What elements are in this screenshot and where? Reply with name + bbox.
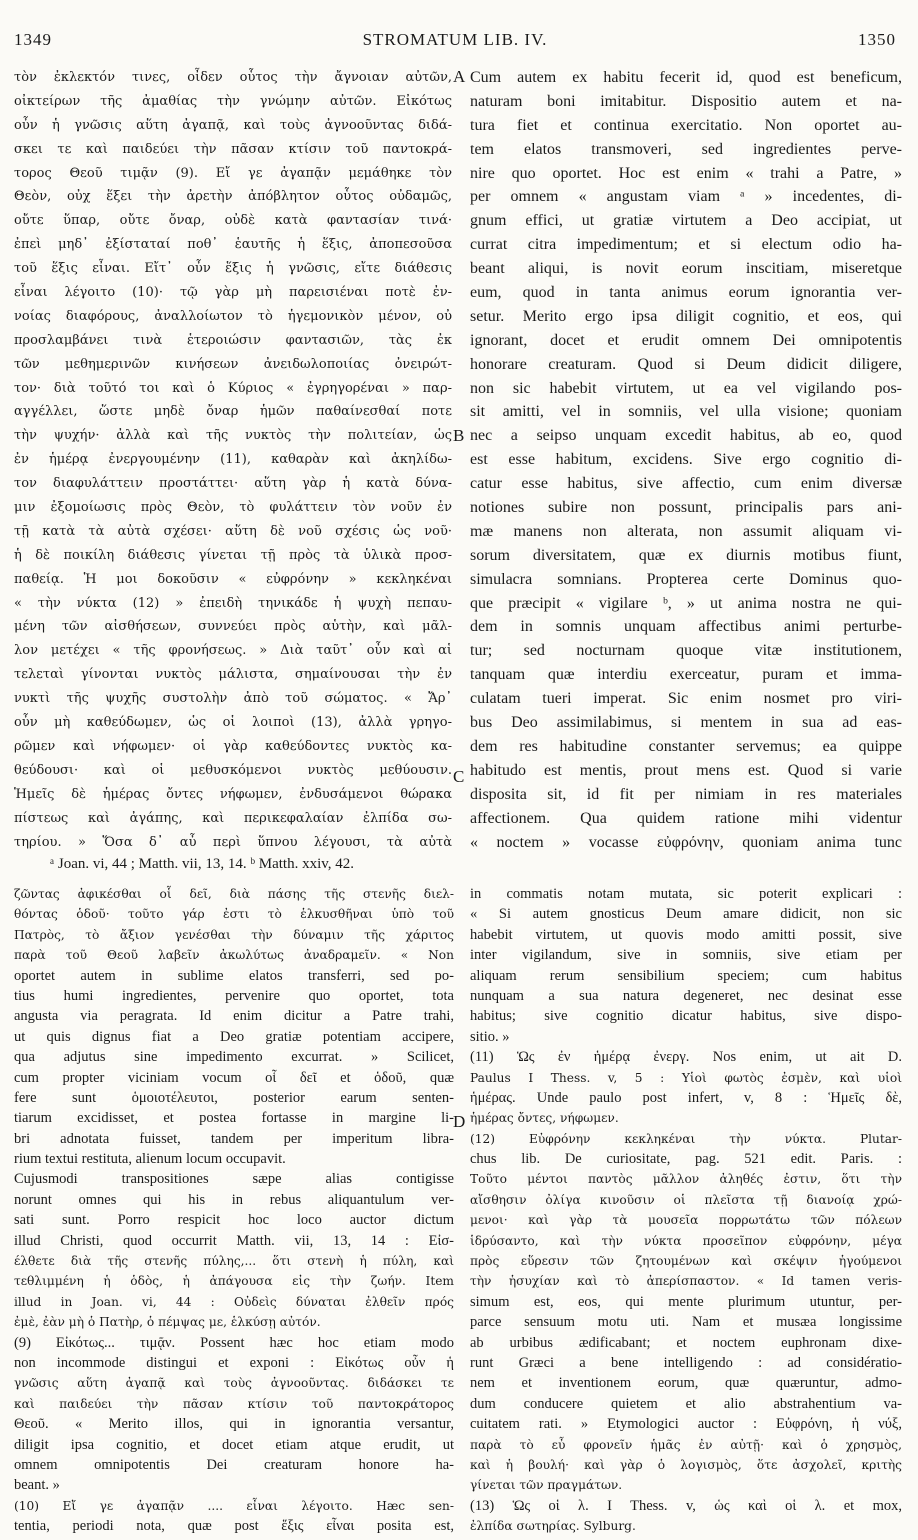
latin-text-line: nire quo oportet. Hoc est enim « trahi a Patre, » — [470, 164, 902, 182]
latin-text-line: catur esse habitus, sive affectio, cum enim diversæ — [470, 475, 902, 493]
note-line: ab urbibus ædificabant; et noctem euphronam dixe- — [470, 1334, 902, 1351]
note-line: tius humi ingredientes, pervenire quo oportet, tota — [14, 987, 454, 1004]
margin-marker-d: D — [453, 1112, 466, 1131]
note-line: καὶ παιδεύει τὴν πᾶσαν κτίσιν τοῦ παντοκράτορος — [14, 1396, 454, 1411]
note-line: Θεοῦ. « Merito illos, qui in ignorantia versantur, — [14, 1416, 454, 1433]
margin-marker-b: B — [453, 426, 465, 445]
note-line: ἡμέρας ὄντες, νήφωμεν. — [470, 1111, 619, 1126]
note-line: τὴν ἡσυχίαν καὶ τὸ ἀπερίσπαστον. « Id tamen veris- — [470, 1274, 902, 1289]
note-line: illud Christi, quod occurrit Matth. vii, 13, 14 : Εἰσ- — [14, 1232, 454, 1249]
latin-text-line: Cum autem ex habitu fecerit id, quod est beneficum, — [470, 69, 902, 86]
note-line: diligit ipsa cognitio, et docet etiam atque erudit, ut — [14, 1436, 454, 1453]
note-line: habebit virtutem, ut quovis modo amitti possit, sive — [470, 926, 902, 943]
latin-text-line: beant aliqui, is novit eorum inscitiam, miseretque — [470, 260, 902, 278]
scripture-footnote: ᵃ Joan. vi, 44 ; Matth. vii, 13, 14. ᵇ Matth. xxiv, 42. — [50, 856, 355, 872]
note-line: bri adnotata fuisset, tandem per imperitum libra- — [14, 1130, 454, 1147]
note-line: καὶ ἡ βουλή· καὶ γὰρ ὁ λογισμὸς, ὅτε ἀσχολεῖ, κριτὴς — [470, 1457, 902, 1472]
note-line: parce sensuum motu uti. Nam et musæa longissime — [470, 1314, 902, 1331]
margin-marker-a: A — [453, 67, 466, 86]
note-line: παρὰ τοῦ Θεοῦ λαβεῖν ἀκωλύτως ἀναδραμεῖν. « Non — [14, 948, 454, 963]
latin-text-line: naturam boni imitabitur. Dispositio autem et na- — [470, 92, 902, 110]
greek-text-line: ρῶμεν καὶ νήφωμεν· οἱ γὰρ καθεύδοντες νυκτὸς κα- — [14, 738, 452, 754]
latin-text-line: disposita sit, id fit per nimiam in res materiales — [470, 785, 902, 803]
note-line: tentia, periodi nota, quæ post ἕξις εἶναι posita est, — [14, 1518, 454, 1534]
note-line: πρὸς εὕρεσιν τῶν ζητουμένων καὶ σκέψιν ἡγούμενοι — [470, 1254, 902, 1269]
latin-text-line: dem in somnis unquam affectibus animi perturbe- — [470, 618, 902, 636]
latin-text-line: eum, quod in tanta animus eorum ignorantia ver- — [470, 284, 902, 302]
greek-text-line: τηρίου. » Ὅσα δ᾽ αὖ περὶ ὕπνου λέγουσι, τὰ αὐτὰ — [14, 834, 452, 850]
note-line: (12) Εὐφρόνην κεκληκέναι τὴν νύκτα. Plutar- — [470, 1131, 902, 1146]
greek-text-line: τελεταὶ γίνονται νυκτὸς μάλιστα, σημαίνουσαι τὴν ἐν — [14, 667, 452, 683]
note-line: ἡμέρας. Unde paulo post infert, v, 8 : Ἡμεῖς δὲ, — [470, 1089, 902, 1106]
note-line: γίνεται τῶν πραγμάτων. — [470, 1478, 623, 1493]
latin-text-line: sorum diversitatem, quæ ex diurnis motibus fiunt, — [470, 546, 902, 564]
greek-text-line: Θεὸν, οὐχ ἕξει τὴν ἀρετὴν ἀπόβλητον οὗτος οὐδαμῶς, — [14, 189, 452, 205]
note-line: aliquam rerum sensibilium speciem; cum habitus — [470, 967, 902, 984]
latin-text-line: culatam tueri imperat. Sic enim nosmet pro viri- — [470, 690, 902, 708]
note-line: παρὰ τὸ εὖ φρονεῖν ἡμᾶς ἐν αὐτῇ· καὶ ὁ χρησμὸς, — [470, 1437, 902, 1452]
latin-text-line: simulacra somnians. Propterea certe Dominus quo- — [470, 570, 902, 588]
note-line: illud in Joan. vi, 44 : Οὐδεὶς δύναται ἐλθεῖν πρός — [14, 1294, 454, 1309]
note-line: « Si autem gnosticus Deum amare didicit, non sic — [470, 906, 902, 923]
greek-text-line: « τὴν νύκτα (12) » ἐπειδὴ τηνικάδε ἡ ψυχὴ πεπαυ- — [14, 595, 452, 611]
note-line: sitio. » — [470, 1028, 510, 1045]
note-line: beant. » — [14, 1477, 60, 1494]
greek-text-line: τον διαφυλάττειν προστάττει· αὕτη γὰρ ἡ κατὰ δύνα- — [14, 476, 452, 492]
note-line: ἐμὲ, ἐὰν μὴ ὁ Πατὴρ, ὁ πέμψας με, ἑλκύσῃ αὐτόν. — [14, 1315, 321, 1330]
note-line: sati sunt. Porro respicit hoc loco auctor dictum — [14, 1212, 454, 1229]
note-line: (10) Εἴ γε ἀγαπᾷν .... εἶναι λέγοιτο. Hæc sen- — [14, 1498, 454, 1513]
latin-text-line: honorare creaturam. Quod si Deum didicit diligere, — [470, 355, 902, 373]
latin-text-line: « noctem » vocasse εὐφρόνην, quoniam anima tunc — [470, 833, 902, 851]
note-line: (9) Εἰκότως... τιμᾷν. Possent hæc hoc etiam modo — [14, 1334, 454, 1351]
greek-text-column — [14, 66, 452, 858]
page-number-right: 1350 — [858, 30, 896, 49]
greek-text-line: εἶναι λέγοιτο (10)· τῷ γὰρ μὴ παρεισιέναι ποτὲ ἐν- — [14, 285, 452, 301]
greek-text-line: τοῦ ἕξις εἶναι. Εἴτ᾽ οὖν ἕξις ἡ γνῶσις, εἴτε διάθεσις — [14, 261, 452, 277]
margin-marker-c: C — [453, 767, 465, 786]
notes-left-column — [14, 884, 454, 1534]
greek-text-line: ἐν ἡμέρᾳ ἐνεργουμένην (11), καθαρὰν καὶ ἀκηλίδω- — [14, 452, 452, 468]
latin-text-line: nec a seipso unquam excedit habitus, ab eo, quod — [470, 427, 902, 445]
note-line: fere sunt ὁμοιοτέλευτοι, posterior earum senten- — [14, 1089, 454, 1106]
note-line: Cujusmodi transpositiones sæpe alias contigisse — [14, 1171, 454, 1188]
note-line: ut quis dignus fiat a Deo gratiæ potentiam accipere, — [14, 1028, 454, 1045]
greek-text-line: οὔτε ὕπαρ, οὔτε ὄναρ, οὐδὲ κατὰ φαντασίαν τινά· — [14, 213, 452, 229]
note-line: γνῶσις αὕτη ἀγαπᾷ καὶ τοὺς ἀγνοοῦντας. διδάσκει τε — [14, 1376, 454, 1391]
note-line: ἐλπίδα σωτηρίας. Sylburg. — [470, 1519, 636, 1534]
latin-text-line: tem elatos transmoveri, sed ingredientes perve- — [470, 140, 902, 158]
note-line: habitus; sive cognitio dicatur habitus, sive dispo- — [470, 1008, 902, 1025]
note-line: cum propter viciniam vocum οἷ δεῖ et ὁδοῦ, quæ — [14, 1069, 454, 1086]
greek-text-line: τὴν ψυχήν· ἀλλὰ καὶ τῆς νυκτὸς τὴν πολιτείαν, ὡς — [14, 428, 452, 444]
latin-text-column — [470, 66, 902, 858]
greek-text-line: οὖν ἡ γνῶσις αὕτη ἀγαπᾷ, καὶ τοὺς ἀγνοοῦντας διδά- — [14, 117, 452, 133]
greek-text-line: σκει τε καὶ παιδεύει τὴν πᾶσαν κτίσιν τοῦ παντοκρά- — [14, 141, 452, 157]
greek-text-line: ἐπεὶ μηδ᾽ ἐξίσταταί ποθ᾽ ἑαυτῆς ἡ ἕξις, ἀποπεσοῦσα — [14, 237, 452, 253]
running-header — [14, 30, 896, 54]
note-line: τεθλιμμένη ἡ ὁδὸς, ἡ ἀπάγουσα εἰς τὴν ζωήν. Item — [14, 1274, 454, 1289]
latin-text-line: setur. Merito ergo ipsa diligit cognitio, et eos, qui — [470, 307, 902, 325]
note-line: angusta via peragrata. Id enim dicitur a Patre trahi, — [14, 1008, 454, 1025]
greek-text-line: λον μετέχει « τῆς φρονήσεως. » Διὰ ταῦτ᾽ οὖν καὶ αἱ — [14, 643, 452, 659]
note-line: nem et inventionem eorum, quæ quæruntur, admo- — [470, 1375, 902, 1392]
note-line: non incommode distingui et exponi : Εἰκότως οὖν ἡ — [14, 1354, 454, 1371]
greek-text-line: Ἡμεῖς δὲ ἡμέρας ὄντες νήφωμεν, ἐνδυσάμενοι θώρακα — [14, 786, 452, 802]
latin-text-line: est esse habitum, excidens. Sive ergo cognitio di- — [470, 451, 902, 469]
latin-text-line: affectionem. Qua quidem ratione mihi videntur — [470, 809, 902, 827]
greek-text-line: μιν ἐξομοίωσις πρὸς Θεὸν, τὸ φυλάττειν τὸν νοῦν ἐν — [14, 500, 452, 516]
page-number-left: 1349 — [14, 30, 52, 49]
greek-text-line: μένη τῶν αἰσθήσεων, συννεύει πρὸς αὑτὴν, καὶ μᾶλ- — [14, 619, 452, 635]
note-line: in commatis notam mutata, sic poterit explicari : — [470, 886, 902, 902]
note-line: dum conducere quietem et alio abstrahentium va- — [470, 1395, 902, 1412]
greek-text-line: τον· διὰ τοῦτό τοι καὶ ὁ Κύριος « ἐγρηγορέναι » παρ- — [14, 380, 452, 396]
note-line: qua adjutus sine impedimento excurrat. » Scilicet, — [14, 1049, 454, 1066]
latin-text-line: currat citra impedimentum; et si electum odio ha- — [470, 236, 902, 254]
greek-text-line: πίστεως καὶ ἀγάπης, καὶ περικεφαλαίαν ἐλπίδα σω- — [14, 810, 452, 826]
note-line: ἱδρύσαντο, καὶ τὴν νύκτα προσεῖπον εὐφρόνην, μέγα — [470, 1233, 902, 1248]
note-line: θόντας ὁδοῦ· τοῦτο γάρ ἐστι τὸ ἑλκυσθῆναι ὑπὸ τοῦ — [14, 907, 454, 922]
latin-text-line: dem res habitudine constanter servemus; ea quippe — [470, 737, 902, 755]
note-line: tiarum excidisset, et postea fortasse in margine li- — [14, 1110, 454, 1127]
note-line: oportet autem in sublime elatos transferri, sed po- — [14, 967, 454, 984]
latin-text-line: tanquam quæ interdiu exerceatur, puram et imma- — [470, 666, 902, 684]
note-line: simum est, eos, qui mente plurimum utuntur, per- — [470, 1293, 902, 1310]
greek-text-line: θεύδουσι· καὶ οἱ μεθυσκόμενοι νυκτὸς μεθύουσιν. — [14, 762, 452, 778]
latin-text-line: per omnem « angustam viam ᵃ » incedentes, di- — [470, 188, 902, 206]
greek-text-line: αγγέλλει, ὥστε μηδὲ ὄναρ ἡμῶν παθαίνεσθαί ποτε — [14, 404, 452, 420]
note-line: Πατρὸς, τὸ ἄξιον γενέσθαι τὴν δύναμιν τῆς χάριτος — [14, 927, 454, 942]
note-line: runt Græci a bene intelligendo : ad considératio- — [470, 1354, 902, 1371]
latin-text-line: que præcipit « vigilare ᵇ, » ut anima nostra ne qui- — [470, 594, 902, 612]
note-line: nunquam a sua natura degeneret, nec desinat esse — [470, 987, 902, 1004]
greek-text-line: τῶν μεθημερινῶν κινήσεων ἀνειδωλοποιίας ὀνειρώτ- — [14, 356, 452, 372]
latin-text-line: mæ manens non alterata, non assumit aliquam vi- — [470, 522, 902, 540]
note-line: rium textui restituta, alienum locum occupavit. — [14, 1151, 286, 1168]
greek-text-line: νυκτὶ τῆς ψυχῆς συστολὴν ἀπὸ τοῦ σώματος. « Ἄρ᾽ — [14, 691, 452, 707]
note-line: chus lib. De curiositate, pag. 521 edit. Paris. : — [470, 1151, 902, 1168]
latin-text-line: ignorant, docet et erudit omnem Dei omnipotentis — [470, 331, 902, 349]
greek-text-line: παθείᾳ. Ἡ μοι δοκοῦσιν « εὐφρόνην » κεκληκέναι — [14, 571, 452, 587]
note-line: ζῶντας ἀφικέσθαι οἷ δεῖ, διὰ πάσης τῆς στενῆς διελ- — [14, 887, 454, 901]
note-line: Paulus I Thess. v, 5 : Υἱοὶ φωτὸς ἐσμὲν, καὶ υἱοὶ — [470, 1070, 902, 1085]
greek-text-line: ἡ δὲ ποικίλη διάθεσις γίνεται τῇ πρὸς τὰ ὑλικὰ προσ- — [14, 547, 452, 563]
latin-text-line: bus Deo assimilabimus, si mentem in sua ad eas- — [470, 714, 902, 732]
greek-text-line: νοίας διαφόρους, ἀναλλοίωτον τὸ ἡγεμονικὸν μένον, οὐ — [14, 308, 452, 324]
greek-text-line: τῇ κατὰ τὰ αὐτὰ σχέσει· αὕτη δὲ νοῦ σχέσις ὡς νοῦ· — [14, 523, 452, 539]
note-line: inter vigilandum, sive in somniis, sive etiam per — [470, 947, 902, 964]
latin-text-line: non sic habebit virtutem, ut ea vel vigilando pos- — [470, 379, 902, 397]
running-title: STROMATUM LIB. IV. — [362, 30, 548, 49]
latin-text-line: gnum effici, ut gratiæ virtutem a Deo accipiat, ut — [470, 212, 902, 230]
note-line: Τοῦτο μέντοι παντὸς μᾶλλον ἀληθές ἐστιν, ὅτι τὴν — [470, 1172, 902, 1187]
note-line: έλθετε διὰ τῆς στενῆς πύλης,... ὅτι στενὴ ἡ πύλη, καὶ — [14, 1254, 454, 1269]
latin-text-line: tur; sed nocturnam quoque vitæ institutionem, — [470, 642, 902, 660]
note-line: (13) Ὡς οἱ λ. I Thess. v, ὡς καὶ οἱ λ. et mox, — [470, 1497, 902, 1514]
notes-right-column — [470, 884, 902, 1534]
latin-text-line: tura fiet et continua exercitatio. Non oportet au- — [470, 116, 902, 134]
latin-text-line: notiones subire non possunt, principalis pars ani- — [470, 499, 902, 517]
greek-text-line: οἰκτείρων τῆς ἀμαθίας τὴν γνώμην αὐτῶν. Εἰκότως — [14, 93, 452, 109]
note-line: (11) Ὡς ἐν ἡμέρᾳ ἐνεργ. Nos enim, ut ait D. — [470, 1049, 902, 1066]
greek-text-line: τορος Θεοῦ τιμᾷν (9). Εἴ γε ἀγαπᾷν μεμάθηκε τὸν — [14, 165, 452, 181]
note-line: cuitatem rati. » Etymologici auctor : Εὐφρόνη, ἡ νύξ, — [470, 1416, 902, 1433]
note-line: norunt omnes qui his in rebus aliquantulum ver- — [14, 1191, 454, 1208]
latin-text-line: sit amitti, vel in somniis, vel ulla visione; quoniam — [470, 403, 902, 421]
latin-text-line: habitudo est mentis, prout mens est. Quod si varie — [470, 761, 902, 779]
note-line: μενοι· καὶ γὰρ τὰ μουσεῖα πορρωτάτω τῶν πόλεων — [470, 1213, 902, 1228]
greek-text-line: οὖν μὴ καθεύδωμεν, ὡς οἱ λοιποὶ (13), ἀλλὰ γρηγο- — [14, 715, 452, 731]
greek-text-line: προσλαμβάνει τινὰ ἑτεροιώσιν φαντασιῶν, τὰς ἐκ — [14, 332, 452, 348]
note-line: αἴσθησιν ὀλίγα κινοῦσιν οἱ πλεῖστα τῇ διανοίᾳ χρώ- — [470, 1192, 902, 1207]
greek-text-line: τὸν ἐκλεκτόν τινες, οἶδεν οὗτος τὴν ἄγνοιαν αὐτῶν, — [14, 70, 452, 85]
note-line: omnem omnipotentis Dei creaturam honore ha- — [14, 1456, 454, 1473]
